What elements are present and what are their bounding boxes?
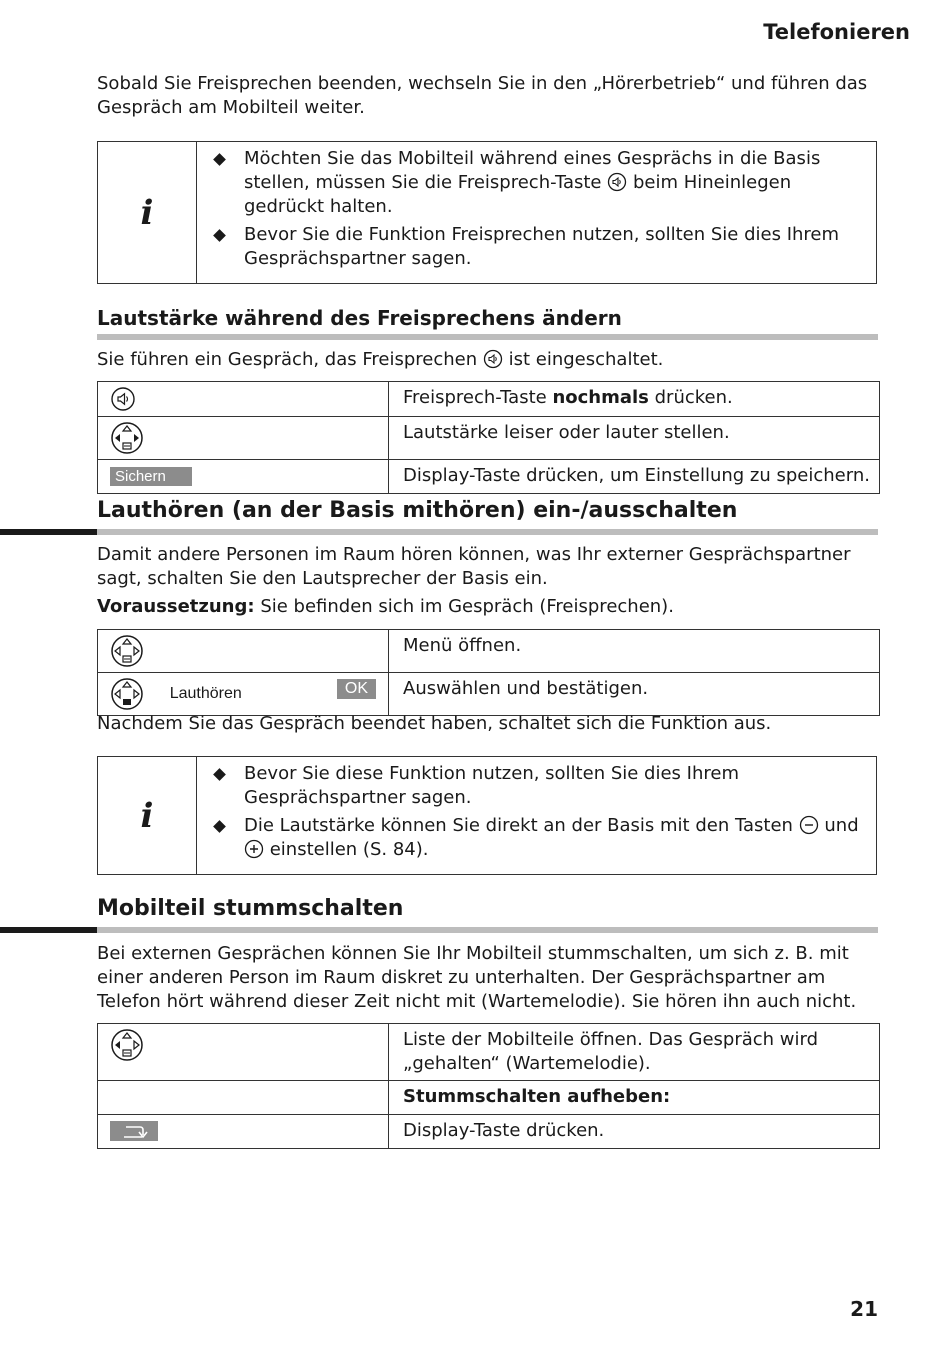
action-cell: Lautstärke leiser oder lauter stellen. — [389, 417, 880, 460]
prerequisite-text: Sie befinden sich im Gespräch (Freisprechen). — [254, 596, 674, 617]
table-row — [98, 1081, 880, 1115]
heading-rule-left — [0, 529, 97, 535]
info-list — [197, 757, 876, 874]
key-cell — [98, 673, 389, 716]
table-row — [98, 417, 880, 460]
table-row — [98, 673, 880, 716]
table-row — [98, 1115, 880, 1149]
heading-rule-left — [0, 927, 97, 933]
key-cell — [98, 382, 389, 417]
info-item: Bevor Sie die Funktion Freisprechen nutzen, sollten Sie dies Ihrem Gesprächspartner sagen. — [213, 223, 868, 271]
info-icon: i — [98, 757, 197, 874]
section-paragraph: Bei externen Gesprächen können Sie Ihr Mobilteil stummschalten, um sich z. B. mit einer anderen Person im Raum diskret zu unterhalten. Der Gesprächspartner am Telefon hört während dieser Zeit nicht mit (Wartemelodie). Sie hören ihn auch nicht. — [97, 943, 857, 1012]
action-text: Freisprech-Taste — [403, 387, 553, 408]
prerequisite-label: Voraussetzung: — [97, 596, 255, 617]
heading-rule — [97, 334, 878, 340]
info-item — [213, 814, 868, 862]
key-cell — [98, 1115, 389, 1149]
action-cell: Liste der Mobilteile öffnen. Das Gespräch wird „gehalten“ (Wartemelodie). — [389, 1024, 880, 1081]
key-cell — [98, 630, 389, 673]
plus-key-icon — [244, 839, 264, 859]
ok-softkey[interactable]: OK — [337, 679, 376, 699]
nav-key-down-icon — [110, 677, 144, 711]
action-text: drücken. — [648, 387, 733, 408]
heading-rule — [97, 927, 878, 933]
section-heading: Lautstärke während des Freisprechens ändern — [97, 306, 622, 330]
action-cell: Display-Taste drücken, um Einstellung zu speichern. — [389, 460, 880, 494]
info-item: Bevor Sie diese Funktion nutzen, sollten Sie dies Ihrem Gesprächspartner sagen. — [213, 762, 868, 810]
section-heading: Lauthören (an der Basis mithören) ein-/ausschalten — [97, 498, 738, 523]
key-cell — [98, 1081, 389, 1115]
after-text: Nachdem Sie das Gespräch beendet haben, schaltet sich die Funktion aus. — [97, 713, 772, 734]
info-text: und — [818, 815, 859, 836]
table-row — [98, 1024, 880, 1081]
steps-table — [97, 1023, 880, 1149]
action-cell — [389, 382, 880, 417]
info-text: Die Lautstärke können Sie direkt an der Basis mit den Tasten — [244, 815, 799, 836]
intro-text: ist eingeschaltet. — [502, 349, 664, 370]
action-emphasis: nochmals — [552, 387, 649, 408]
speaker-key-icon — [607, 172, 627, 192]
page-number: 21 — [850, 1297, 878, 1321]
section-heading: Mobilteil stummschalten — [97, 896, 404, 921]
action-cell: Auswählen und bestätigen. — [389, 673, 880, 716]
table-row — [98, 382, 880, 417]
heading-rule — [97, 529, 878, 535]
key-cell — [98, 1024, 389, 1081]
info-box — [97, 141, 877, 284]
intro-paragraph: Sobald Sie Freisprechen beenden, wechseln Sie in den „Hörerbetrieb“ und führen das Gespräch am Mobilteil weiter. — [97, 73, 868, 118]
info-text: Möchten Sie das Mobilteil während eines Gesprächs in die Basis stellen, müssen Sie die Freisprech-Taste — [244, 148, 821, 193]
info-box — [97, 756, 877, 875]
action-cell: Menü öffnen. — [389, 630, 880, 673]
page-header-title: Telefonieren — [763, 20, 910, 44]
section-paragraph: Damit andere Personen im Raum hören können, was Ihr externer Gesprächspartner sagt, schalten Sie den Lautsprecher der Basis ein. — [97, 544, 851, 589]
menu-item-lauthoeren[interactable]: Lauthören — [169, 685, 242, 702]
key-cell — [98, 417, 389, 460]
section-intro — [97, 348, 887, 372]
table-row — [98, 460, 880, 494]
prerequisite — [97, 595, 887, 619]
back-softkey[interactable] — [110, 1121, 158, 1141]
intro-text: Sie führen ein Gespräch, das Freisprechen — [97, 349, 483, 370]
nav-key-icon — [110, 421, 144, 455]
sichern-softkey[interactable]: Sichern — [110, 467, 192, 486]
steps-table — [97, 381, 880, 494]
info-item — [213, 147, 868, 219]
action-cell — [389, 1081, 880, 1115]
nav-key-icon — [110, 1028, 144, 1062]
table-row — [98, 630, 880, 673]
info-text: beim Hineinlegen gedrückt halten. — [244, 172, 792, 217]
steps-table — [97, 629, 880, 716]
info-list — [197, 142, 876, 283]
info-icon: i — [98, 142, 197, 283]
action-subheading: Stummschalten aufheben: — [403, 1086, 671, 1107]
speaker-key-icon — [110, 386, 136, 412]
nav-key-icon — [110, 634, 144, 668]
info-text: einstellen (S. 84). — [264, 839, 429, 860]
minus-key-icon — [799, 815, 819, 835]
back-arrow-icon — [110, 1121, 158, 1141]
key-cell — [98, 460, 389, 494]
speaker-key-icon — [483, 349, 503, 369]
action-cell: Display-Taste drücken. — [389, 1115, 880, 1149]
